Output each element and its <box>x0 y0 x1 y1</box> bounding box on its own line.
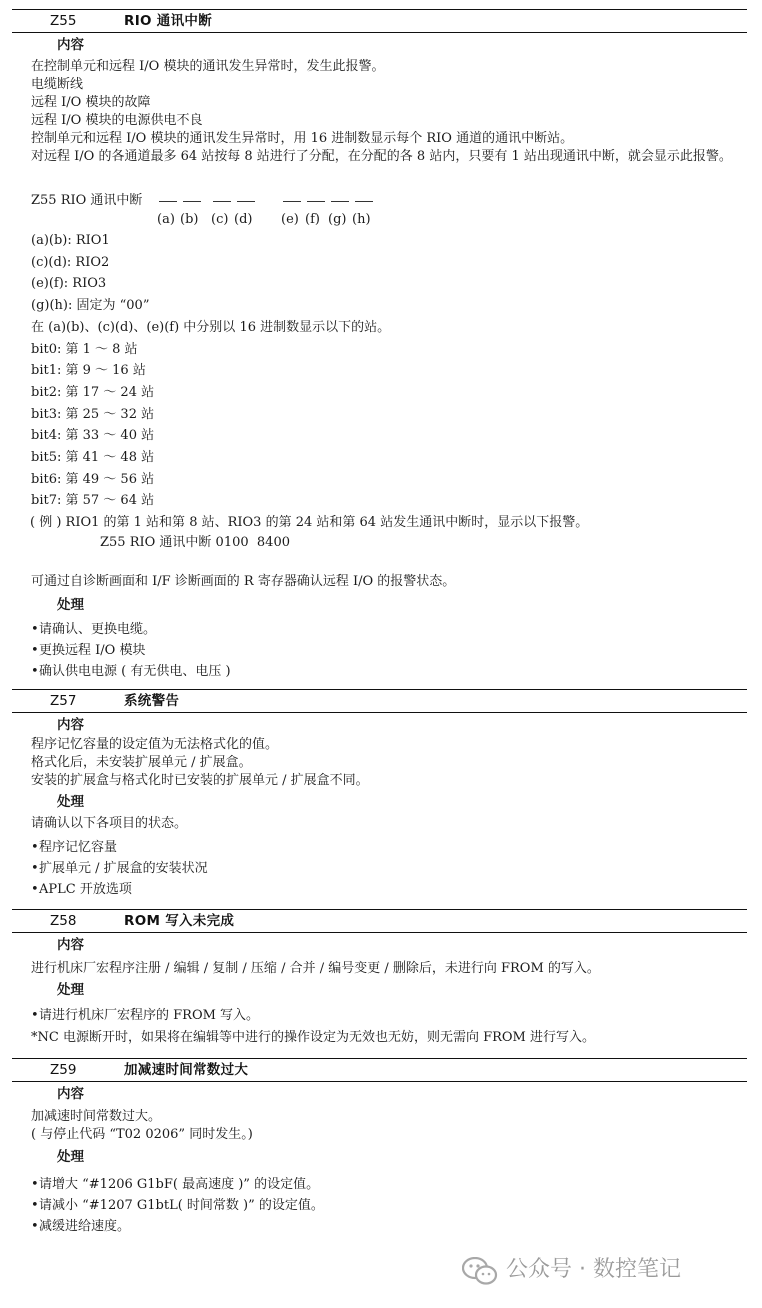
bit-line: bit0: 第 1 ～ 8 站 <box>31 341 138 357</box>
detail-line: (a)(b): RIO1 <box>31 233 110 248</box>
format-char-a: (a) <box>157 212 175 227</box>
content-heading: 内容 <box>57 1085 84 1102</box>
action-bullet: •确认供电电源 ( 有无供电、电压 ) <box>31 663 231 679</box>
alarm-title: RIO 通讯中断 <box>124 13 212 29</box>
example-line: ( 例 ) RIO1 的第 1 站和第 8 站、RIO3 的第 24 站和第 64 站发生通讯中断时，显示以下报警。 <box>30 515 589 531</box>
content-line: 加减速时间常数过大。 <box>31 1108 162 1124</box>
bit-line: bit6: 第 49 ～ 56 站 <box>31 471 155 487</box>
action-heading: 处理 <box>57 596 84 613</box>
alarm-title: ROM 写入未完成 <box>124 912 235 929</box>
content-line: 进行机床厂宏程序注册 / 编辑 / 复制 / 压缩 / 合并 / 编号变更 / 删除后，未进行向 FROM 的写入。 <box>31 960 600 976</box>
action-bullet: •请确认、更换电缆。 <box>31 621 157 637</box>
action-bullet: •请进行机床厂宏程序的 FROM 写入。 <box>31 1007 260 1023</box>
content-line: 对远程 I/O 的各通道最多 64 站按每 8 站进行了分配，在分配的各 8 站内，只要有 1 站出现通讯中断，就会显示此报警。 <box>31 149 732 164</box>
section-header <box>12 9 747 33</box>
format-label: Z55 RIO 通讯中断 <box>31 193 143 208</box>
wechat-icon <box>462 1257 498 1285</box>
format-char-c: (c) <box>211 212 229 227</box>
section-z58 <box>0 909 762 1050</box>
content-line: 格式化后，未安装扩展单元 / 扩展盒。 <box>31 754 252 770</box>
content-heading: 内容 <box>57 936 84 953</box>
content-line: ( 与停止代码 “T02 0206” 同时发生。) <box>31 1126 253 1142</box>
alarm-code: Z59 <box>50 1061 77 1078</box>
action-intro: 请确认以下各项目的状态。 <box>31 815 188 831</box>
alarm-code: Z58 <box>50 912 77 929</box>
alarm-code: Z55 <box>50 13 77 29</box>
detail-line: (g)(h): 固定为 “00” <box>31 298 150 314</box>
alarm-format-diagram <box>31 192 762 230</box>
content-line: 安装的扩展盒与格式化时已安装的扩展单元 / 扩展盒不同。 <box>31 772 369 788</box>
section-z59 <box>0 1058 762 1237</box>
action-bullet: •减缓进给速度。 <box>31 1218 131 1234</box>
action-heading: 处理 <box>57 793 84 810</box>
watermark <box>462 1252 732 1288</box>
bit-line: bit5: 第 41 ～ 48 站 <box>31 450 155 466</box>
format-char-g: (g) <box>328 212 347 227</box>
action-bullet: •请增大 “#1206 G1bF( 最高速度 )” 的设定值。 <box>31 1176 320 1192</box>
content-line: 远程 I/O 模块的故障 <box>31 95 151 110</box>
section-header <box>12 909 747 933</box>
content-heading: 内容 <box>57 37 84 53</box>
bit-line: bit1: 第 9 ～ 16 站 <box>31 363 146 379</box>
format-char-e: (e) <box>281 212 299 227</box>
bit-line: bit7: 第 57 ～ 64 站 <box>31 493 155 509</box>
alarm-title: 系统警告 <box>124 692 180 709</box>
action-bullet: •更换远程 I/O 模块 <box>31 642 146 658</box>
format-char-d: (d) <box>234 212 253 227</box>
example-display: Z55 RIO 通讯中断 0100 8400 <box>100 534 290 550</box>
watermark-text: 公众号 · 数控笔记 <box>506 1257 681 1282</box>
action-heading: 处理 <box>57 981 84 998</box>
content-line: 程序记忆容量的设定值为无法格式化的值。 <box>31 736 279 752</box>
bit-line: bit2: 第 17 ～ 24 站 <box>31 384 155 400</box>
detail-line: (e)(f): RIO3 <box>31 276 107 292</box>
bit-line: bit3: 第 25 ～ 32 站 <box>31 406 155 422</box>
section-z57 <box>0 689 762 900</box>
content-heading: 内容 <box>57 716 84 733</box>
section-header <box>12 1058 747 1082</box>
action-bullet: •APLC 开放选项 <box>31 881 132 897</box>
section-header <box>12 689 747 713</box>
action-bullet: •程序记忆容量 <box>31 839 118 855</box>
format-char-f: (f) <box>305 212 320 227</box>
action-note: *NC 电源断开时，如果将在编辑等中进行的操作设定为无效也无妨，则无需向 FROM 进行写入。 <box>31 1029 595 1045</box>
content-line: 远程 I/O 模块的电源供电不良 <box>31 113 203 128</box>
action-bullet: •扩展单元 / 扩展盒的安装状况 <box>31 860 208 876</box>
detail-line: 在 (a)(b)、(c)(d)、(e)(f) 中分别以 16 进制数显示以下的站。 <box>31 319 391 335</box>
format-char-h: (h) <box>352 212 371 227</box>
content-line: 电缆断线 <box>31 77 84 92</box>
content-line: 在控制单元和远程 I/O 模块的通讯发生异常时，发生此报警。 <box>31 59 385 74</box>
bit-line: bit4: 第 33 ～ 40 站 <box>31 428 155 444</box>
action-heading: 处理 <box>57 1148 84 1165</box>
section-z55 <box>0 9 762 682</box>
format-char-b: (b) <box>180 212 199 227</box>
note-line: 可通过自诊断画面和 I/F 诊断画面的 R 寄存器确认远程 I/O 的报警状态。 <box>31 573 456 589</box>
content-line: 控制单元和远程 I/O 模块的通讯发生异常时，用 16 进制数显示每个 RIO 通道的通讯中断站。 <box>31 131 574 146</box>
detail-line: (c)(d): RIO2 <box>31 254 110 270</box>
action-bullet: •请减小 “#1207 G1btL( 时间常数 )” 的设定值。 <box>31 1197 324 1213</box>
alarm-code: Z57 <box>50 692 77 709</box>
alarm-title: 加减速时间常数过大 <box>124 1061 249 1078</box>
